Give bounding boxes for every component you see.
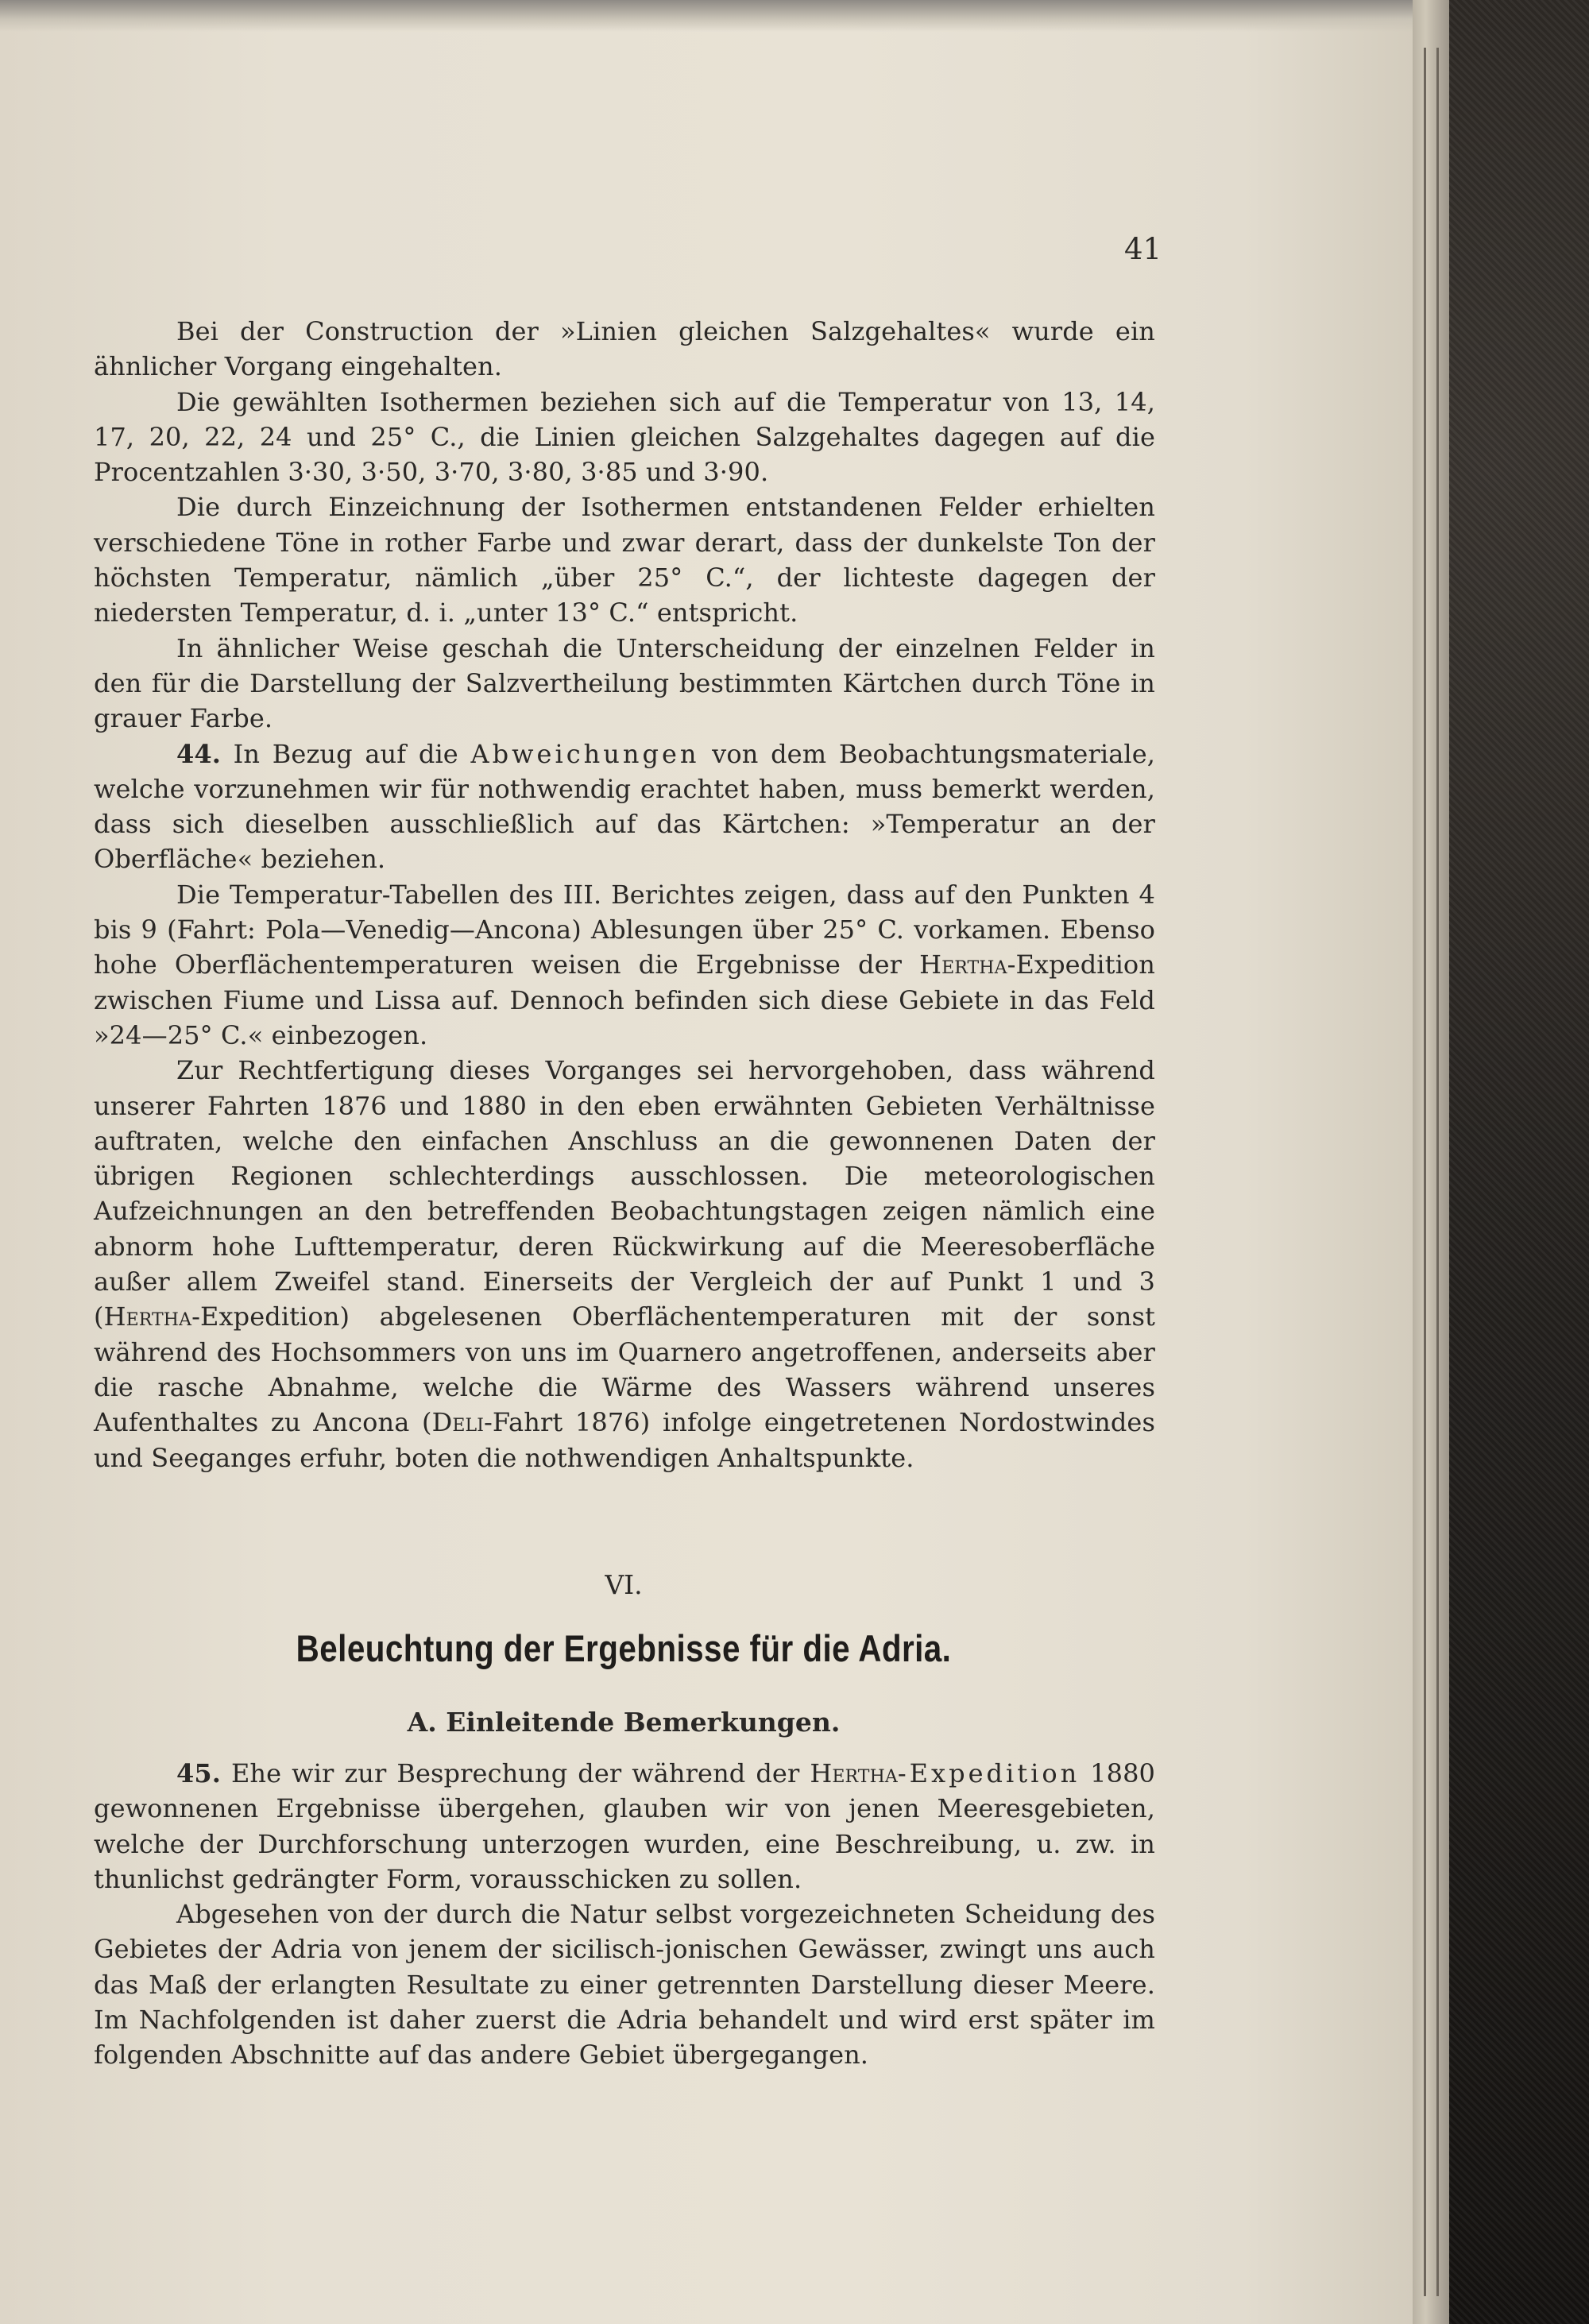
hertha-name: Hertha xyxy=(103,1301,192,1332)
paragraph-number-44: 44. xyxy=(176,738,221,769)
page-number: 41 xyxy=(1124,232,1162,266)
body-text-lower xyxy=(94,1756,1155,2073)
paragraph-tabellen-after: -Expedition zwischen Fiume und Lissa auf. Dennoch befinden sich diese Gebiete in das Feld »24—25° C.« einbezogen. xyxy=(94,949,1155,1050)
paragraph-abgesehen: Abgesehen von der durch die Natur selbst vorgezeichneten Scheidung des Gebietes der Adria von jenem der sicilisch-jonischen Gewässer, zwingt uns auch das Maß der erlangten Resultate zu einer getrennten Darstellung dieser Meere. Im Nachfolgenden ist daher zuerst die Adria behandelt und wird erst später im folgenden Abschnitte auf das andere Gebiet übergegangen. xyxy=(94,1899,1155,2071)
paragraph-recht-part3: -Fahrt 1876) infolge eingetretenen Nordostwindes und Seeganges erfuhr, boten die nothwendigen Anhaltspunkte. xyxy=(94,1407,1155,1473)
hertha-name: Hertha xyxy=(810,1758,898,1788)
paragraph-45-lead: Ehe wir zur Besprechung der während der xyxy=(230,1758,800,1788)
section-numeral: VI. xyxy=(605,1569,643,1600)
hertha-name: Hertha xyxy=(919,949,1007,980)
paragraph-recht-part1: Zur Rechtfertigung dieses Vorganges sei hervorgehoben, dass während unserer Fahrten 1876 und 1880 in den eben erwähnten Gebieten Verhältnisse auftraten, welche den einfachen Anschluss an die gewonnenen Daten der übrigen Regionen schlechterdings ausschlossen. Die meteorologischen Aufzeichnungen an den betreffenden Beobachtungstagen zeigen nämlich eine abnorm hohe Lufttemperatur, deren Rückwirkung auf die Meeresoberfläche außer allem Zweifel stand. Einerseits der Vergleich der auf Punkt 1 und 3 ( xyxy=(94,1055,1155,1332)
book-cover-edge xyxy=(1449,0,1589,2324)
body-text-upper xyxy=(94,314,1155,1475)
page-top-shadow xyxy=(0,0,1413,32)
paragraph-tabellen xyxy=(94,877,1155,1053)
paragraph-45-rest: 1880 gewonnenen Ergebnisse übergehen, glauben wir von jenen Meeresgebieten, welche der Durchforschung unterzogen wurden, eine Beschreibung, u. zw. in thunlichst gedrängter Form, vorausschicken zu sollen. xyxy=(94,1758,1156,1894)
paragraph-rechtfertigung xyxy=(94,1053,1155,1475)
paragraph-tabellen-before: Die Temperatur-Tabellen des III. Berichtes zeigen, dass auf den Punkten 4 bis 9 (Fahrt: Pola—Venedig—Ancona) Ablesungen über 25° C. vorkamen. Ebenso hohe Oberflächentemperaturen weisen die Ergebnisse der xyxy=(94,879,1155,980)
paragraph-45-spaced: -Expedition xyxy=(897,1758,1081,1788)
paragraph-number-45: 45. xyxy=(176,1758,221,1788)
paragraph-recht-part2: -Expedition) abgelesenen Oberflächentemperaturen mit der sonst während des Hochsommers von uns im Quarnero angetroffenen, anderseits aber die rasche Abnahme, welche die Wärme des Wassers während unseres Aufenthaltes zu Ancona ( xyxy=(94,1301,1155,1438)
paragraph-44-rest: von dem Beobachtungsmateriale, welche vorzunehmen wir für nothwendig erachtet haben, muss bemerkt werden, dass sich dieselben ausschließlich auf das Kärtchen: »Temperatur an der Oberfläche« beziehen. xyxy=(94,738,1156,875)
paragraph-salzgehalt: Bei der Construction der »Linien gleichen Salzgehaltes« wurde ein ähnlicher Vorgang eingehalten. xyxy=(94,316,1155,382)
gutter-line xyxy=(1436,48,1439,2296)
paragraph-44-lead: In Bezug auf die xyxy=(233,738,458,769)
deli-name: Deli xyxy=(431,1407,485,1438)
paragraph-45 xyxy=(94,1756,1155,1897)
chapter-title: Beleuchtung der Ergebnisse für die Adria. xyxy=(296,1627,952,1669)
subsection-title: A. Einleitende Bemerkungen. xyxy=(407,1707,841,1738)
page-gutter xyxy=(1413,0,1449,2324)
paragraph-44-spaced: Abweichungen xyxy=(470,738,700,769)
cover-texture xyxy=(1449,0,1589,2324)
paragraph-unterscheidung: In ähnlicher Weise geschah die Unterscheidung der einzelnen Felder in den für die Darstellung der Salzvertheilung bestimmten Kärtchen durch Töne in grauer Farbe. xyxy=(94,632,1155,734)
gutter-line xyxy=(1424,48,1426,2296)
paragraph-einzeichnung: Die durch Einzeichnung der Isothermen entstandenen Felder erhielten verschiedene Töne in rother Farbe und zwar derart, dass der dunkelste Ton der höchsten Temperatur, nämlich „über 25° C.“, der lichteste dagegen der niedersten Temperatur, d. i. „unter 13° C.“ entspricht. xyxy=(94,492,1155,628)
paragraph-isothermen: Die gewählten Isothermen beziehen sich auf die Temperatur von 13, 14, 17, 20, 22, 24 und 25° C., die Linien gleichen Salzgehaltes dagegen auf die Procentzahlen 3·30, 3·50, 3·70, 3·80, 3·85 und 3·90. xyxy=(94,386,1155,488)
paragraph-44 xyxy=(94,737,1155,877)
